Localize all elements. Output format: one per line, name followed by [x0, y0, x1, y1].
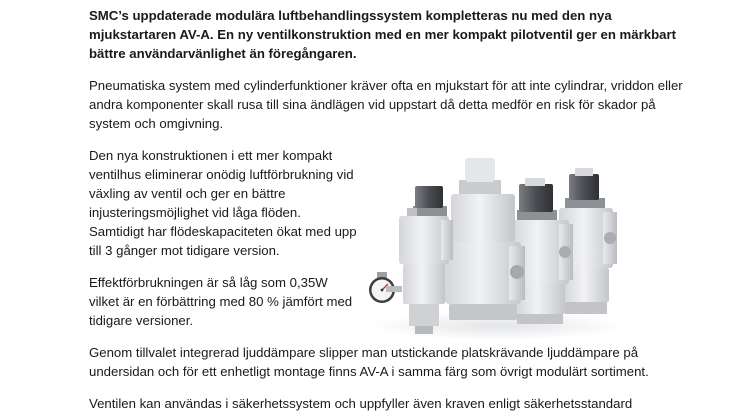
body-paragraph-1: Pneumatiska system med cylinderfunktioner kräver ofta en mjukstart för att inte cylindrar, vriddon eller andra komponenter skall rusa till sina ändlägen vid uppstart då detta medför en risk för skador på system och omgivning.: [89, 78, 683, 131]
body-paragraph-2: Den nya konstruktionen i ett mer kompakt ventilhus eliminerar onödig luftförbrukning vid växling av ventil och ger en bättre injusteringsmöjlighet vid låga flöden. Samtidigt har flödeskapaciteten ökat med upp till 3 gånger mot tidigare version.: [89, 148, 357, 258]
valve-unit-1: [399, 186, 453, 334]
text-image-section: [89, 146, 689, 342]
document-page: [89, 6, 689, 413]
left-text-column: [89, 146, 357, 330]
body-paragraph-4: Genom tillvalet integrerad ljuddämpare slipper man utstickande platskrävande ljuddämpare på undersidan och för ett enhetligt montage finns AV-A i samma färg som övrigt modulärt sortiment.: [89, 345, 649, 379]
lead-paragraph: SMC’s uppdaterade modulära luftbehandlingssystem kompletteras nu med den nya mjukstartaren AV-A. En ny ventilkonstruktion med en mer kompakt pilotventil ger en märkbart bättre användarvänlighet än föregångaren.: [89, 8, 676, 61]
body-paragraph-5: Ventilen kan användas i säkerhetssystem och uppfyller även kraven enligt säkerhetsstandard: [89, 396, 633, 411]
pressure-gauge: [369, 272, 402, 303]
product-photo: [369, 150, 623, 340]
body-paragraph-3: Effektförbrukningen är så låg som 0,35W vilket är en förbättring med 80 % jämfört med tidigare versioner.: [89, 275, 353, 328]
